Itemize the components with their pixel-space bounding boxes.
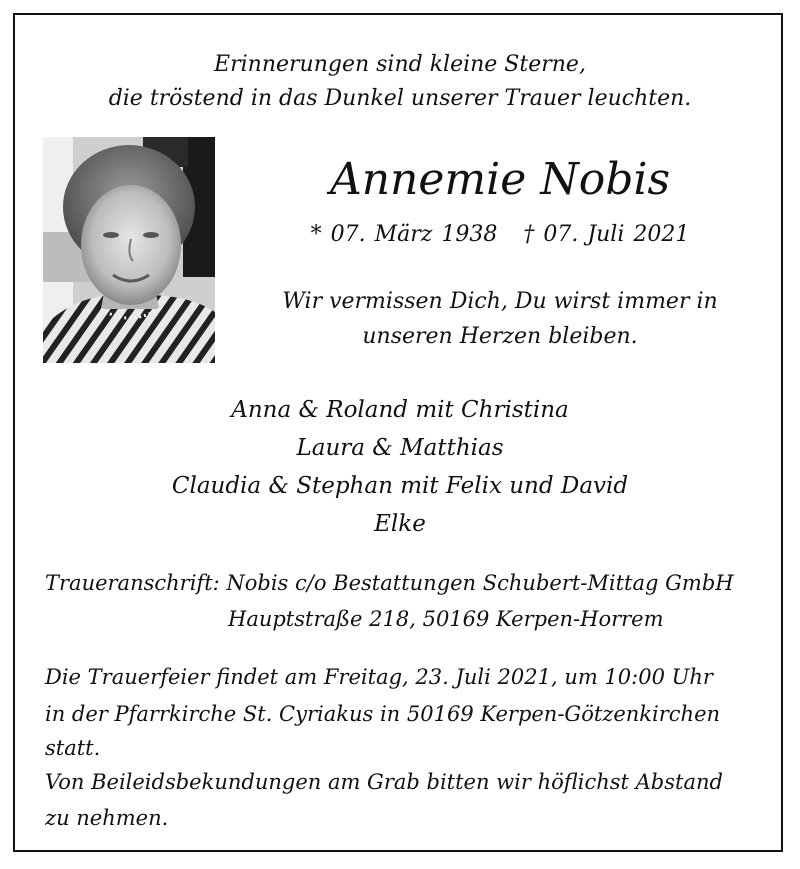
death-date: † 07. Juli 2021 — [523, 222, 690, 247]
life-dates — [230, 218, 770, 252]
family-line-1: Anna & Roland mit Christina — [231, 397, 569, 423]
portrait-photo — [43, 137, 215, 363]
message-line-1: Wir vermissen Dich, Du wirst immer in — [282, 289, 718, 314]
family-line-2: Laura & Matthias — [296, 435, 504, 461]
address-line-1: Traueranschrift: Nobis c/o Bestattungen Schubert-Mittag GmbH — [45, 571, 734, 595]
funeral-line-3: statt. — [45, 736, 101, 760]
motto-line-1: Erinnerungen sind kleine Sterne, — [214, 52, 586, 77]
birth-date: * 07. März 1938 — [310, 222, 498, 247]
address-line-2: Hauptstraße 218, 50169 Kerpen-Horrem — [228, 607, 664, 631]
funeral-line-5: zu nehmen. — [45, 806, 169, 830]
family-line-3: Claudia & Stephan mit Felix und David — [171, 473, 629, 499]
message-line-2: unseren Herzen bleiben. — [362, 324, 638, 349]
motto-line-2: die tröstend in das Dunkel unserer Trauer leuchten. — [108, 86, 692, 111]
funeral-line-4: Von Beileidsbekundungen am Grab bitten wir höflichst Abstand — [45, 770, 723, 794]
deceased-name: Annemie Nobis — [329, 154, 671, 205]
family-line-4: Elke — [374, 511, 426, 537]
funeral-line-2: in der Pfarrkirche St. Cyriakus in 50169 Kerpen-Götzenkirchen — [45, 702, 721, 726]
funeral-line-1: Die Trauerfeier findet am Freitag, 23. Juli 2021, um 10:00 Uhr — [45, 665, 713, 689]
